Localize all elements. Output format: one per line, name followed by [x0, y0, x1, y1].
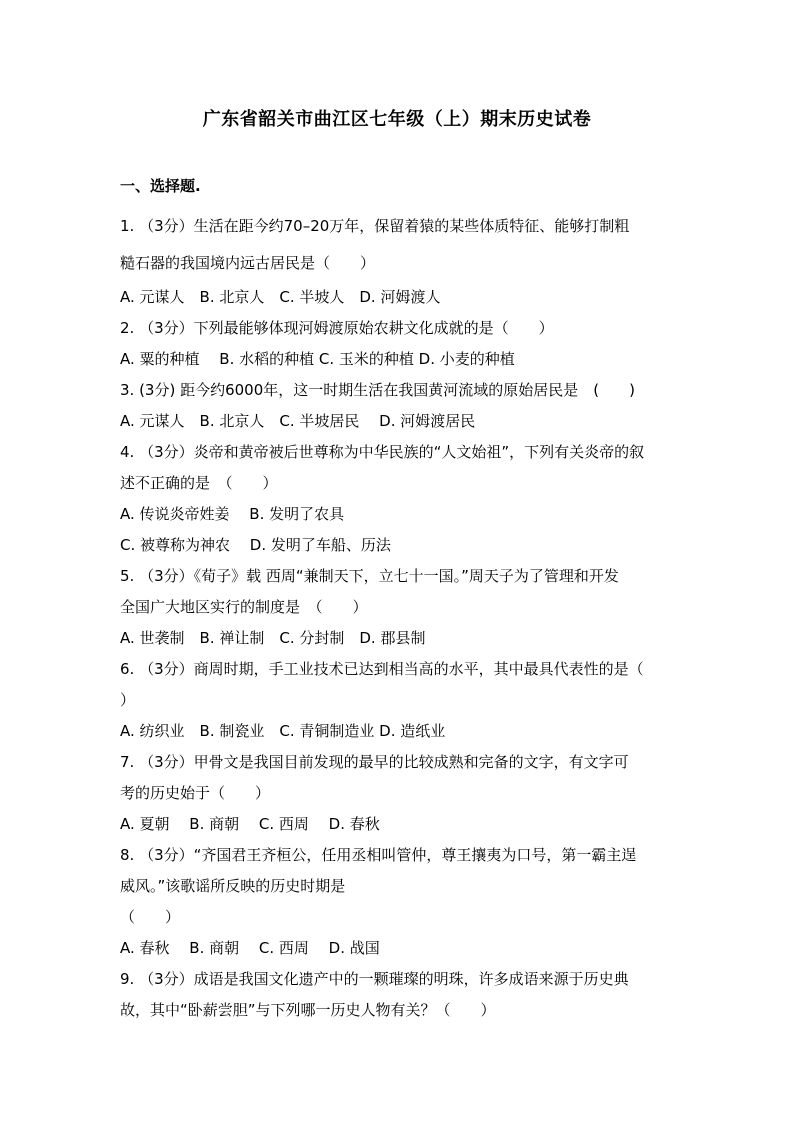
text-line: 4. （3分）炎帝和黄帝被后世尊称为中华民族的“人文始祖”，下列有关炎帝的叙 [120, 443, 645, 461]
text-line: A. 纺织业 B. 制瓷业 C. 青铜制造业 D. 造纸业 [120, 722, 446, 740]
text-line: 9. （3分）成语是我国文化遗产中的一颗璀璨的明珠，许多成语来源于历史典 [120, 970, 629, 988]
text-line: A. 世袭制 B. 禅让制 C. 分封制 D. 郡县制 [120, 629, 426, 647]
text-line: 威风。”该歌谣所反映的历史时期是 [120, 877, 346, 895]
question-list [120, 208, 680, 1026]
text-line: ） [120, 691, 136, 709]
text-line: A. 元谋人 B. 北京人 C. 半坡人 D. 河姆渡人 [120, 288, 441, 306]
text-line: A. 粟的种植 B. 水稻的种植 C. 玉米的种植 D. 小麦的种植 [120, 350, 515, 368]
text-line: （ ） [120, 908, 181, 926]
text-line: 故，其中“卧薪尝胆”与下列哪一历史人物有关？（ ） [120, 1001, 496, 1019]
text-line: 3. (3分) 距今约6000年，这一时期生活在我国黄河流域的原始居民是 ( ) [120, 381, 635, 399]
text-line: 8. （3分）“齐国君王齐桓公，任用丞相叫管仲，尊王攘夷为口号，第一霸主逞 [120, 846, 637, 864]
text-line: 糙石器的我国境内远古居民是（ ） [120, 254, 376, 272]
text-line: 考的历史始于（ ） [120, 784, 271, 802]
text-line: C. 被尊称为神农 D. 发明了车船、历法 [120, 536, 391, 554]
text-line: 全国广大地区实行的制度是 （ ） [120, 598, 368, 616]
text-line: 5. （3分）《荀子》载 西周“兼制天下，立七十一国。”周天子为了管理和开发 [120, 567, 619, 585]
text-line: 述不正确的是 （ ） [120, 474, 278, 492]
text-line: A. 传说炎帝姓姜 B. 发明了农具 [120, 505, 345, 523]
section-heading: 一、选择题. [120, 177, 201, 195]
text-line: 7. （3分）甲骨文是我国目前发现的最早的比较成熟和完备的文字，有文字可 [120, 753, 629, 771]
text-line: A. 春秋 B. 商朝 C. 西周 D. 战国 [120, 939, 380, 957]
text-line: A. 元谋人 B. 北京人 C. 半坡居民 D. 河姆渡居民 [120, 412, 476, 430]
text-line: 6. （3分）商周时期，手工业技术已达到相当高的水平，其中最具代表性的是（ [120, 660, 644, 678]
text-line: 1. （3分）生活在距今约70–20万年，保留着猿的某些体质特征、能够打制粗 [120, 217, 630, 235]
text-line: 2. （3分）下列最能够体现河姆渡原始农耕文化成就的是（ ） [120, 319, 554, 337]
text-line: A. 夏朝 B. 商朝 C. 西周 D. 春秋 [120, 815, 380, 833]
page-title: 广东省韶关市曲江区七年级（上）期末历史试卷 [202, 109, 592, 130]
